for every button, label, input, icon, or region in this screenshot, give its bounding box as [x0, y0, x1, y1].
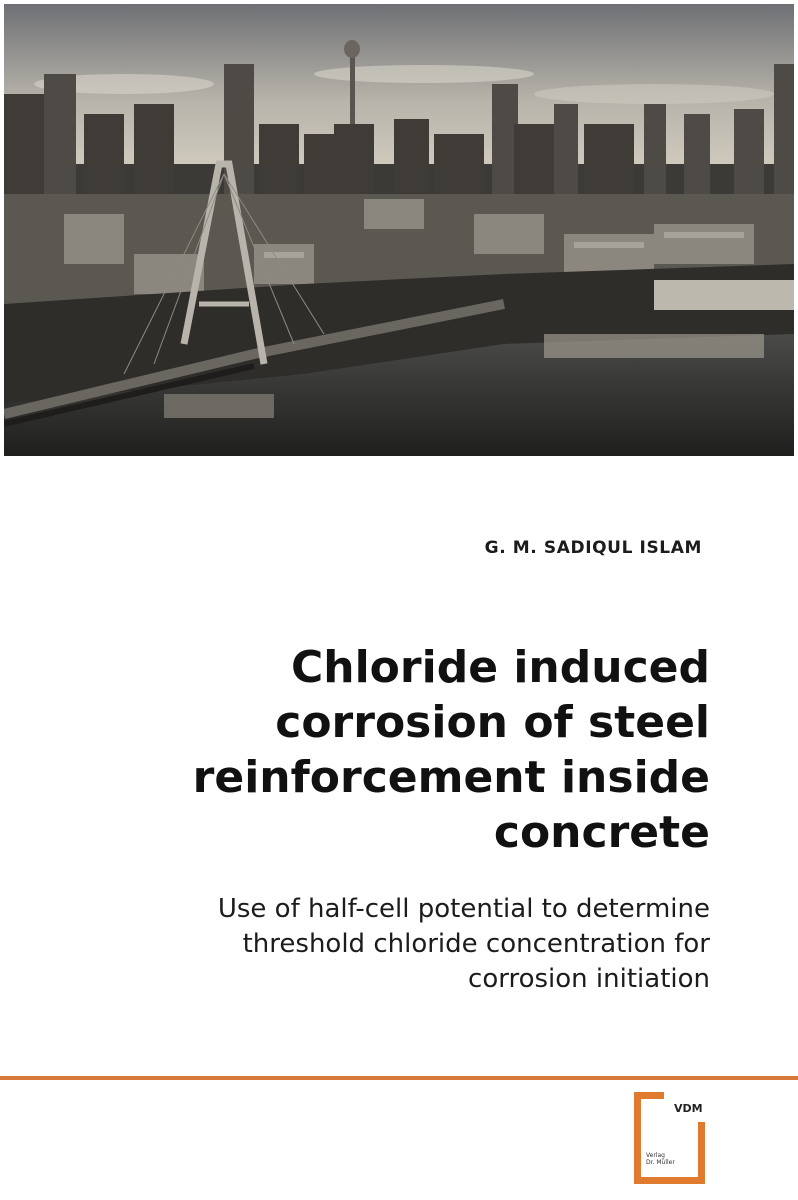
- title-line: Chloride induced: [290, 642, 710, 693]
- logo-subtext: Verlag Dr. Müller: [646, 1152, 675, 1166]
- divider-rule: [0, 1076, 798, 1080]
- title-line: corrosion of steel: [275, 697, 710, 748]
- book-title: [70, 640, 710, 860]
- title-line: concrete: [493, 807, 710, 858]
- logo-text: VDM: [674, 1102, 703, 1115]
- subtitle-line: Use of half-cell potential to determine: [217, 894, 710, 924]
- book-subtitle: [50, 892, 710, 997]
- publisher-logo: [634, 1092, 714, 1188]
- logo-bar-shape: [698, 1122, 705, 1184]
- subtitle-line: corrosion initiation: [468, 964, 710, 994]
- subtitle-line: threshold chloride concentration for: [242, 929, 710, 959]
- title-line: reinforcement inside: [192, 752, 710, 803]
- author-name: G. M. SADIQUL ISLAM: [484, 538, 702, 558]
- city-skyline-illustration: [4, 4, 794, 456]
- cover-photo-city-skyline: [4, 4, 794, 456]
